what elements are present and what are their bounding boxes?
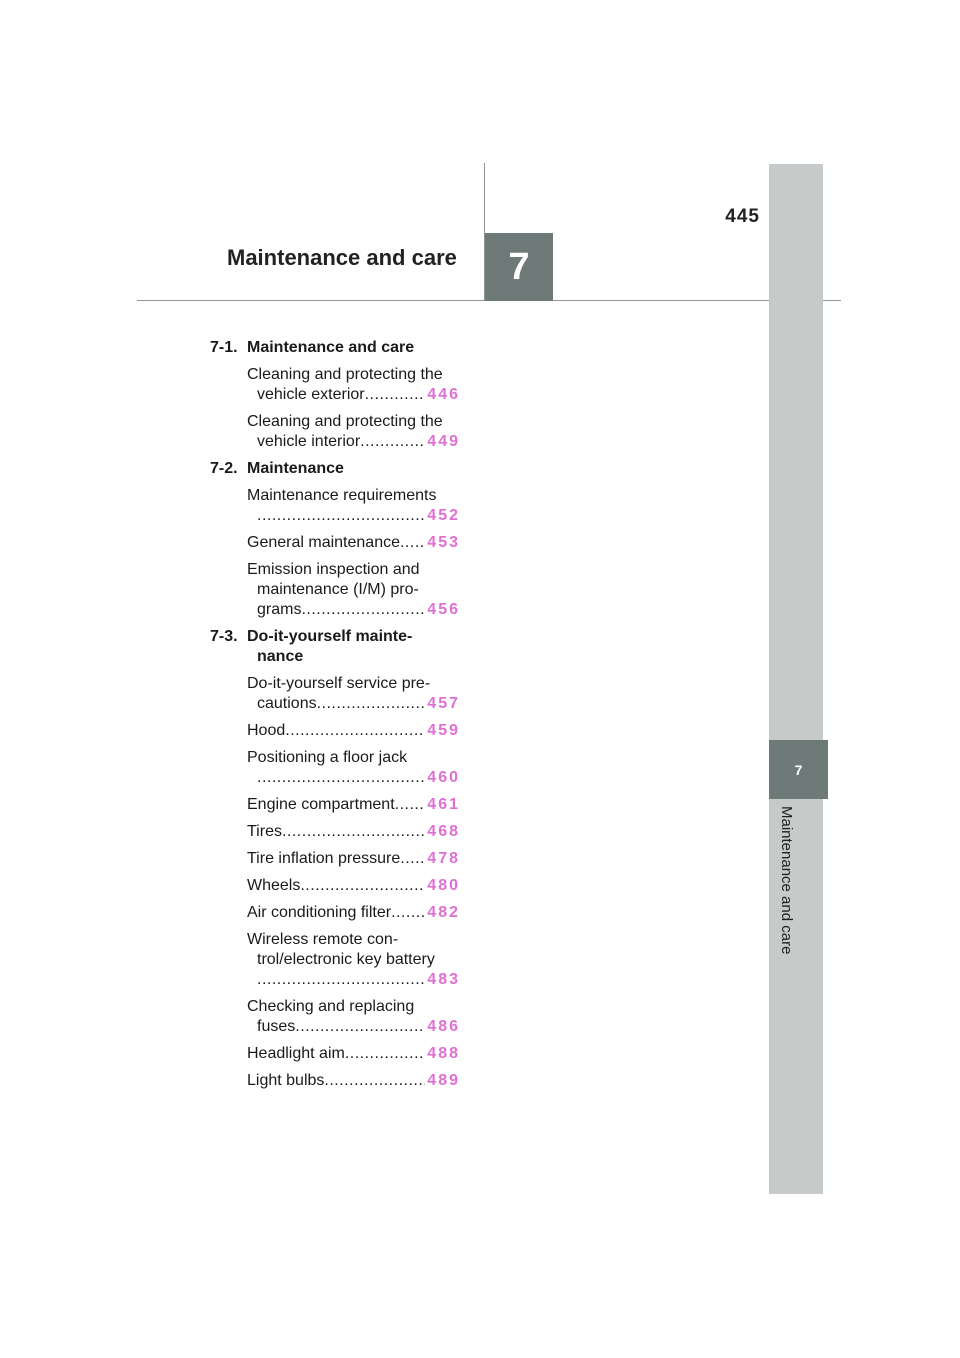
side-chapter-tab[interactable]: 7 [769, 740, 828, 799]
dot-leader [400, 533, 425, 553]
entry-text-line: cautions [257, 695, 317, 712]
entry-page-link[interactable]: 486 [427, 1018, 460, 1035]
entry-last-line [247, 385, 460, 405]
entry-page-link[interactable]: 468 [427, 823, 460, 840]
entry-page-link[interactable]: 449 [427, 433, 460, 450]
dot-leader [324, 1071, 425, 1091]
entry-last-line [247, 721, 460, 741]
toc-entry[interactable] [247, 1071, 460, 1091]
entry-last-line [247, 533, 460, 553]
section-title [247, 627, 460, 667]
entry-text-line: Air conditioning filter [247, 904, 392, 921]
toc-entry[interactable] [247, 412, 460, 452]
entry-last-line [247, 1017, 460, 1037]
toc-entry[interactable] [247, 674, 460, 714]
toc-entry[interactable] [247, 822, 460, 842]
dot-leader [301, 600, 425, 620]
entry-text-line: Hood [247, 722, 286, 739]
toc-entry[interactable] [247, 795, 460, 815]
entry-page-link[interactable]: 489 [427, 1072, 460, 1089]
entry-last-line [247, 600, 460, 620]
entry-page-link[interactable]: 456 [427, 601, 460, 618]
dot-leader [391, 903, 425, 923]
entry-page-link[interactable]: 488 [427, 1045, 460, 1062]
entry-text-line: vehicle exterior [257, 386, 365, 403]
entry-text-line: Cleaning and protecting the [247, 413, 443, 430]
entry-text-line: Positioning a floor jack [247, 749, 408, 766]
section-title-line: Maintenance and care [247, 339, 415, 356]
toc-section-heading[interactable] [210, 459, 460, 479]
dot-leader [345, 1044, 425, 1064]
toc-entry[interactable] [247, 903, 460, 923]
dot-leader [257, 970, 425, 990]
entry-text-line: General maintenance [247, 534, 400, 551]
dot-leader [285, 721, 425, 741]
entry-text-line: fuses [257, 1018, 296, 1035]
toc-entry[interactable] [247, 486, 460, 526]
section-title-line: Maintenance [247, 460, 344, 477]
entry-text-line: Light bulbs [247, 1072, 325, 1089]
dot-leader [257, 506, 425, 526]
dot-leader [257, 768, 425, 788]
dot-leader [282, 822, 425, 842]
dot-leader [395, 795, 426, 815]
entry-text-line: Cleaning and protecting the [247, 366, 443, 383]
entry-last-line [247, 849, 460, 869]
toc-entry[interactable] [247, 721, 460, 741]
section-title [247, 338, 460, 358]
entry-last-line [247, 1071, 460, 1091]
toc-entry[interactable] [247, 533, 460, 553]
section-number: 7-1. [210, 339, 238, 356]
entry-last-line [247, 970, 460, 990]
entry-text-line: Tire inflation pressure [247, 850, 401, 867]
entry-page-link[interactable]: 480 [427, 877, 460, 894]
entry-text-line: grams [257, 601, 302, 618]
entry-text-line: Headlight aim [247, 1045, 345, 1062]
entry-last-line [247, 432, 460, 452]
entry-last-line [247, 768, 460, 788]
entry-text-line: Wireless remote con- [247, 931, 399, 948]
entry-text-line: Checking and replacing [247, 998, 415, 1015]
dot-leader [300, 876, 425, 896]
dot-leader [365, 385, 426, 405]
dot-leader [360, 432, 425, 452]
dot-leader [317, 694, 426, 714]
side-thumb-strip [769, 164, 823, 1194]
entry-last-line [247, 876, 460, 896]
side-chapter-label: Maintenance and care [778, 806, 795, 955]
entry-text-line: Do-it-yourself service pre- [247, 675, 431, 692]
toc-entry[interactable] [247, 876, 460, 896]
toc-entry[interactable] [247, 930, 460, 990]
toc-entry[interactable] [247, 560, 460, 620]
toc-entry[interactable] [247, 365, 460, 405]
entry-page-link[interactable]: 461 [427, 796, 460, 813]
dot-leader [400, 849, 425, 869]
entry-last-line [247, 506, 460, 526]
toc-entry[interactable] [247, 997, 460, 1037]
chapter-title: Maintenance and care [227, 245, 457, 270]
entry-last-line [247, 903, 460, 923]
entry-text-line: Wheels [247, 877, 301, 894]
toc-section-heading[interactable] [210, 338, 460, 358]
entry-text-line: Engine compartment [247, 796, 395, 813]
chapter-number-box: 7 [485, 233, 553, 301]
section-title-line: Do-it-yourself mainte- [247, 628, 413, 645]
entry-text-line: Emission inspection and [247, 561, 420, 578]
entry-text-line: maintenance (I/M) pro- [257, 581, 419, 598]
page-number: 445 [725, 206, 760, 227]
toc-section-heading[interactable] [210, 627, 460, 667]
entry-page-link[interactable]: 460 [427, 769, 460, 786]
entry-text-line: vehicle interior [257, 433, 361, 450]
toc-entry[interactable] [247, 748, 460, 788]
entry-last-line [247, 822, 460, 842]
toc-entry[interactable] [247, 1044, 460, 1064]
entry-page-link[interactable]: 457 [427, 695, 460, 712]
entry-page-link[interactable]: 482 [427, 904, 460, 921]
dot-leader [295, 1017, 425, 1037]
entry-last-line [247, 795, 460, 815]
entry-page-link[interactable]: 483 [427, 971, 460, 988]
entry-last-line [247, 694, 460, 714]
entry-text-line: Maintenance requirements [247, 487, 437, 504]
entry-page-link[interactable]: 452 [427, 507, 460, 524]
entry-text-line: Tires [247, 823, 282, 840]
section-number: 7-3. [210, 628, 238, 645]
section-title-line: nance [257, 648, 304, 665]
toc-entry[interactable] [247, 849, 460, 869]
section-number: 7-2. [210, 460, 238, 477]
entry-page-link[interactable]: 478 [427, 850, 460, 867]
table-of-contents [210, 338, 460, 1098]
entry-text-line: trol/electronic key battery [257, 951, 435, 968]
entry-page-link[interactable]: 446 [427, 386, 460, 403]
entry-page-link[interactable]: 453 [427, 534, 460, 551]
section-title [247, 459, 460, 479]
entry-last-line [247, 1044, 460, 1064]
entry-page-link[interactable]: 459 [427, 722, 460, 739]
